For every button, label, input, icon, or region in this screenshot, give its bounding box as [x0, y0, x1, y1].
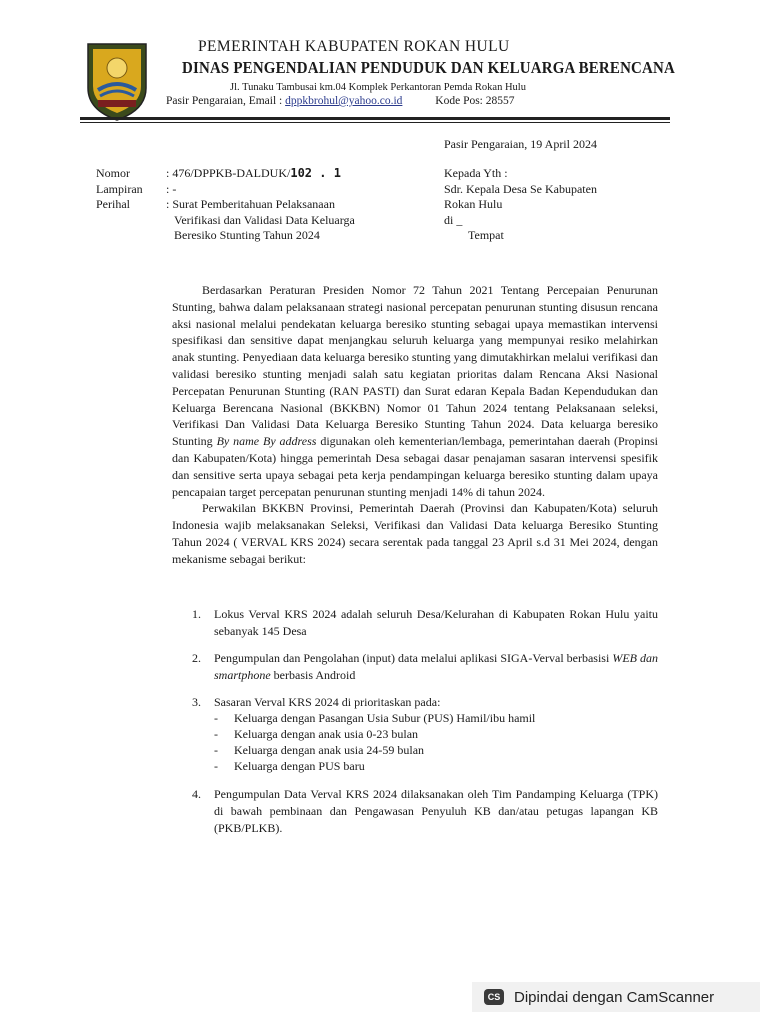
letter-body — [172, 282, 658, 568]
sub-list-dash: - — [214, 743, 218, 757]
camscanner-logo-icon: CS — [484, 989, 504, 1005]
list-item-text-b: berbasis Android — [273, 667, 356, 682]
regency-crest-logo — [84, 38, 150, 122]
sub-list-dash: - — [214, 759, 218, 773]
list-item-number: 4. — [192, 787, 201, 801]
sub-list-item — [214, 742, 424, 759]
camscanner-watermark — [472, 982, 760, 1012]
lampiran-label: Lampiran — [96, 181, 143, 196]
letterhead-contact — [166, 95, 515, 107]
list-item-number: 3. — [192, 695, 201, 709]
camscanner-label: Dipindai dengan CamScanner — [514, 988, 715, 1006]
letterhead-postal-code: Kode Pos: 28557 — [435, 95, 515, 107]
letterhead-address: Jl. Tunaku Tambusai km.04 Komplek Perkantoran Pemda Rokan Hulu — [230, 82, 526, 93]
sub-list-dash: - — [214, 727, 218, 741]
perihal-line1: : Surat Pemberitahuan Pelaksanaan — [166, 197, 335, 211]
nomor-label: Nomor — [96, 166, 130, 180]
recipient-line4: di _ — [444, 212, 463, 227]
body-paragraph-2: Perwakilan BKKBN Provinsi, Pemerintah Daerah (Provinsi dan Kabupaten/Kota) seluruh Indonesia wajib melaksanakan Seleksi, Verifikasi dan Validasi Data keluarga Beresiko Stunting Tahun 2024 ( VERVAL KRS 2024) secara serentak pada tanggal 23 April s.d 31 Mei 2024, dengan mekanisme sebagai berikut: — [172, 501, 658, 566]
body-para1-italic: By name By address — [216, 434, 317, 449]
list-item-text: Sasaran Verval KRS 2024 di prioritaskan pada: — [214, 695, 441, 709]
nomor-handwritten: 102 . 1 — [290, 166, 341, 180]
body-paragraph-1 — [172, 282, 658, 500]
list-item-text-italic: WEB dan smartphone — [214, 651, 659, 682]
recipient-line2: Sdr. Kepala Desa Se Kabupaten — [444, 181, 597, 196]
list-item-text: Lokus Verval KRS 2024 adalah seluruh Desa/Kelurahan di Kabupaten Rokan Hulu yaitu sebanyak 145 Desa — [214, 607, 658, 638]
letterhead-divider — [80, 117, 670, 120]
perihal-label: Perihal — [96, 197, 130, 211]
letterhead-department: DINAS PENGENDALIAN PENDUDUK DAN KELUARGA BERENCANA — [182, 58, 675, 77]
recipient-line3: Rokan Hulu — [444, 197, 503, 211]
sub-list-dash: - — [214, 711, 218, 725]
recipient-block — [444, 166, 597, 244]
sub-list-item — [214, 710, 535, 727]
lampiran-value: : - — [166, 181, 177, 196]
sub-list-item — [214, 726, 418, 743]
list-item-number: 1. — [192, 607, 201, 621]
letterhead-city-email-label: Pasir Pengaraian, Email : — [166, 95, 283, 107]
list-item — [192, 694, 658, 711]
body-para1-text-a: Berdasarkan Peraturan Presiden Nomor 72 Tahun 2021 Tentang Percepaian Penurunan Stunting, bahwa dalam pelaksanaan strategi nasional percepatan penurunan stunting disusun rencana aksi nasional melalui pendekatan keluarga beresiko stunting sebagai upaya memastikan intervensi spesifikasi dan sensitive dapat menjangkau seluruh keluarga yang mempunyai resiko melahirkan anak stunting. Penyediaan data keluarga beresiko stunting yang dimutakhirkan melalui verifikasi dan validasi beresiko stunting menjadi salah satu kegiatan prioritas dalam Rencana Aksi Nasional Percepatan Penurunan Stunting (RAN PASTI) dan Surat edaran Kepala Badan Kependudukan dan Keluarga Berencana Nasional (BKKBN) Nomor 01 Tahun 2024 tentang Pelaksanaan seleksi, Verifikasi Dan Validasi Data Keluarga Beresiko Stunting Tahun 2024. Data keluarga beresiko Stunting — [172, 283, 658, 449]
sub-list-item — [214, 758, 365, 775]
list-item — [192, 650, 658, 684]
list-item-text — [214, 650, 658, 684]
list-item-text: Pengumpulan Data Verval KRS 2024 dilaksanakan oleh Tim Pandamping Keluarga (TPK) di bawah pembinaan dan Pengawasan Penyuluh KB dan/atau petugas lapangan KB (PKB/PLKB). — [214, 787, 658, 835]
letterhead-government: PEMERINTAH KABUPATEN ROKAN HULU — [198, 38, 510, 55]
list-item-text-a: Pengumpulan dan Pengolahan (input) data melalui aplikasi SIGA-Verval berbasisi — [214, 651, 610, 665]
body-para1-text-b: digunakan oleh kementerian/lembaga, pemerintahan daerah (Propinsi dan Kabupaten/Kota) hingga pemerintah Desa sebagai dasar penajaman sasaran intervensi spesifik dan sensitive serta upaya sebagai peta kerja pendampingan keluarga beresiko stunting dalam upaya pencapaian target percepatan penurunan stunting menjadi 14% di tahun 2024. — [172, 434, 659, 499]
letter-meta — [96, 166, 355, 244]
list-item — [192, 786, 658, 836]
perihal-line3: Beresiko Stunting Tahun 2024 — [174, 228, 320, 242]
recipient-line5: Tempat — [468, 228, 504, 242]
letterhead-email-link[interactable]: dppkbrohul@yahoo.co.id — [285, 95, 403, 107]
letter-date: Pasir Pengaraian, 19 April 2024 — [444, 137, 597, 151]
list-item — [192, 606, 658, 640]
recipient-line1: Kepada Yth : — [444, 166, 508, 180]
sub-list-text: Keluarga dengan anak usia 24-59 bulan — [234, 743, 425, 757]
perihal-line2: Verifikasi dan Validasi Data Keluarga — [174, 212, 355, 227]
nomor-value: : 476/DPPKB-DALDUK/ — [166, 166, 291, 180]
letterhead-divider-thin — [80, 122, 670, 123]
sub-list-text: Keluarga dengan PUS baru — [234, 759, 365, 773]
list-item-number: 2. — [192, 651, 201, 665]
sub-list-text: Keluarga dengan Pasangan Usia Subur (PUS) Hamil/ibu hamil — [234, 711, 536, 725]
sub-list-text: Keluarga dengan anak usia 0-23 bulan — [234, 727, 419, 741]
